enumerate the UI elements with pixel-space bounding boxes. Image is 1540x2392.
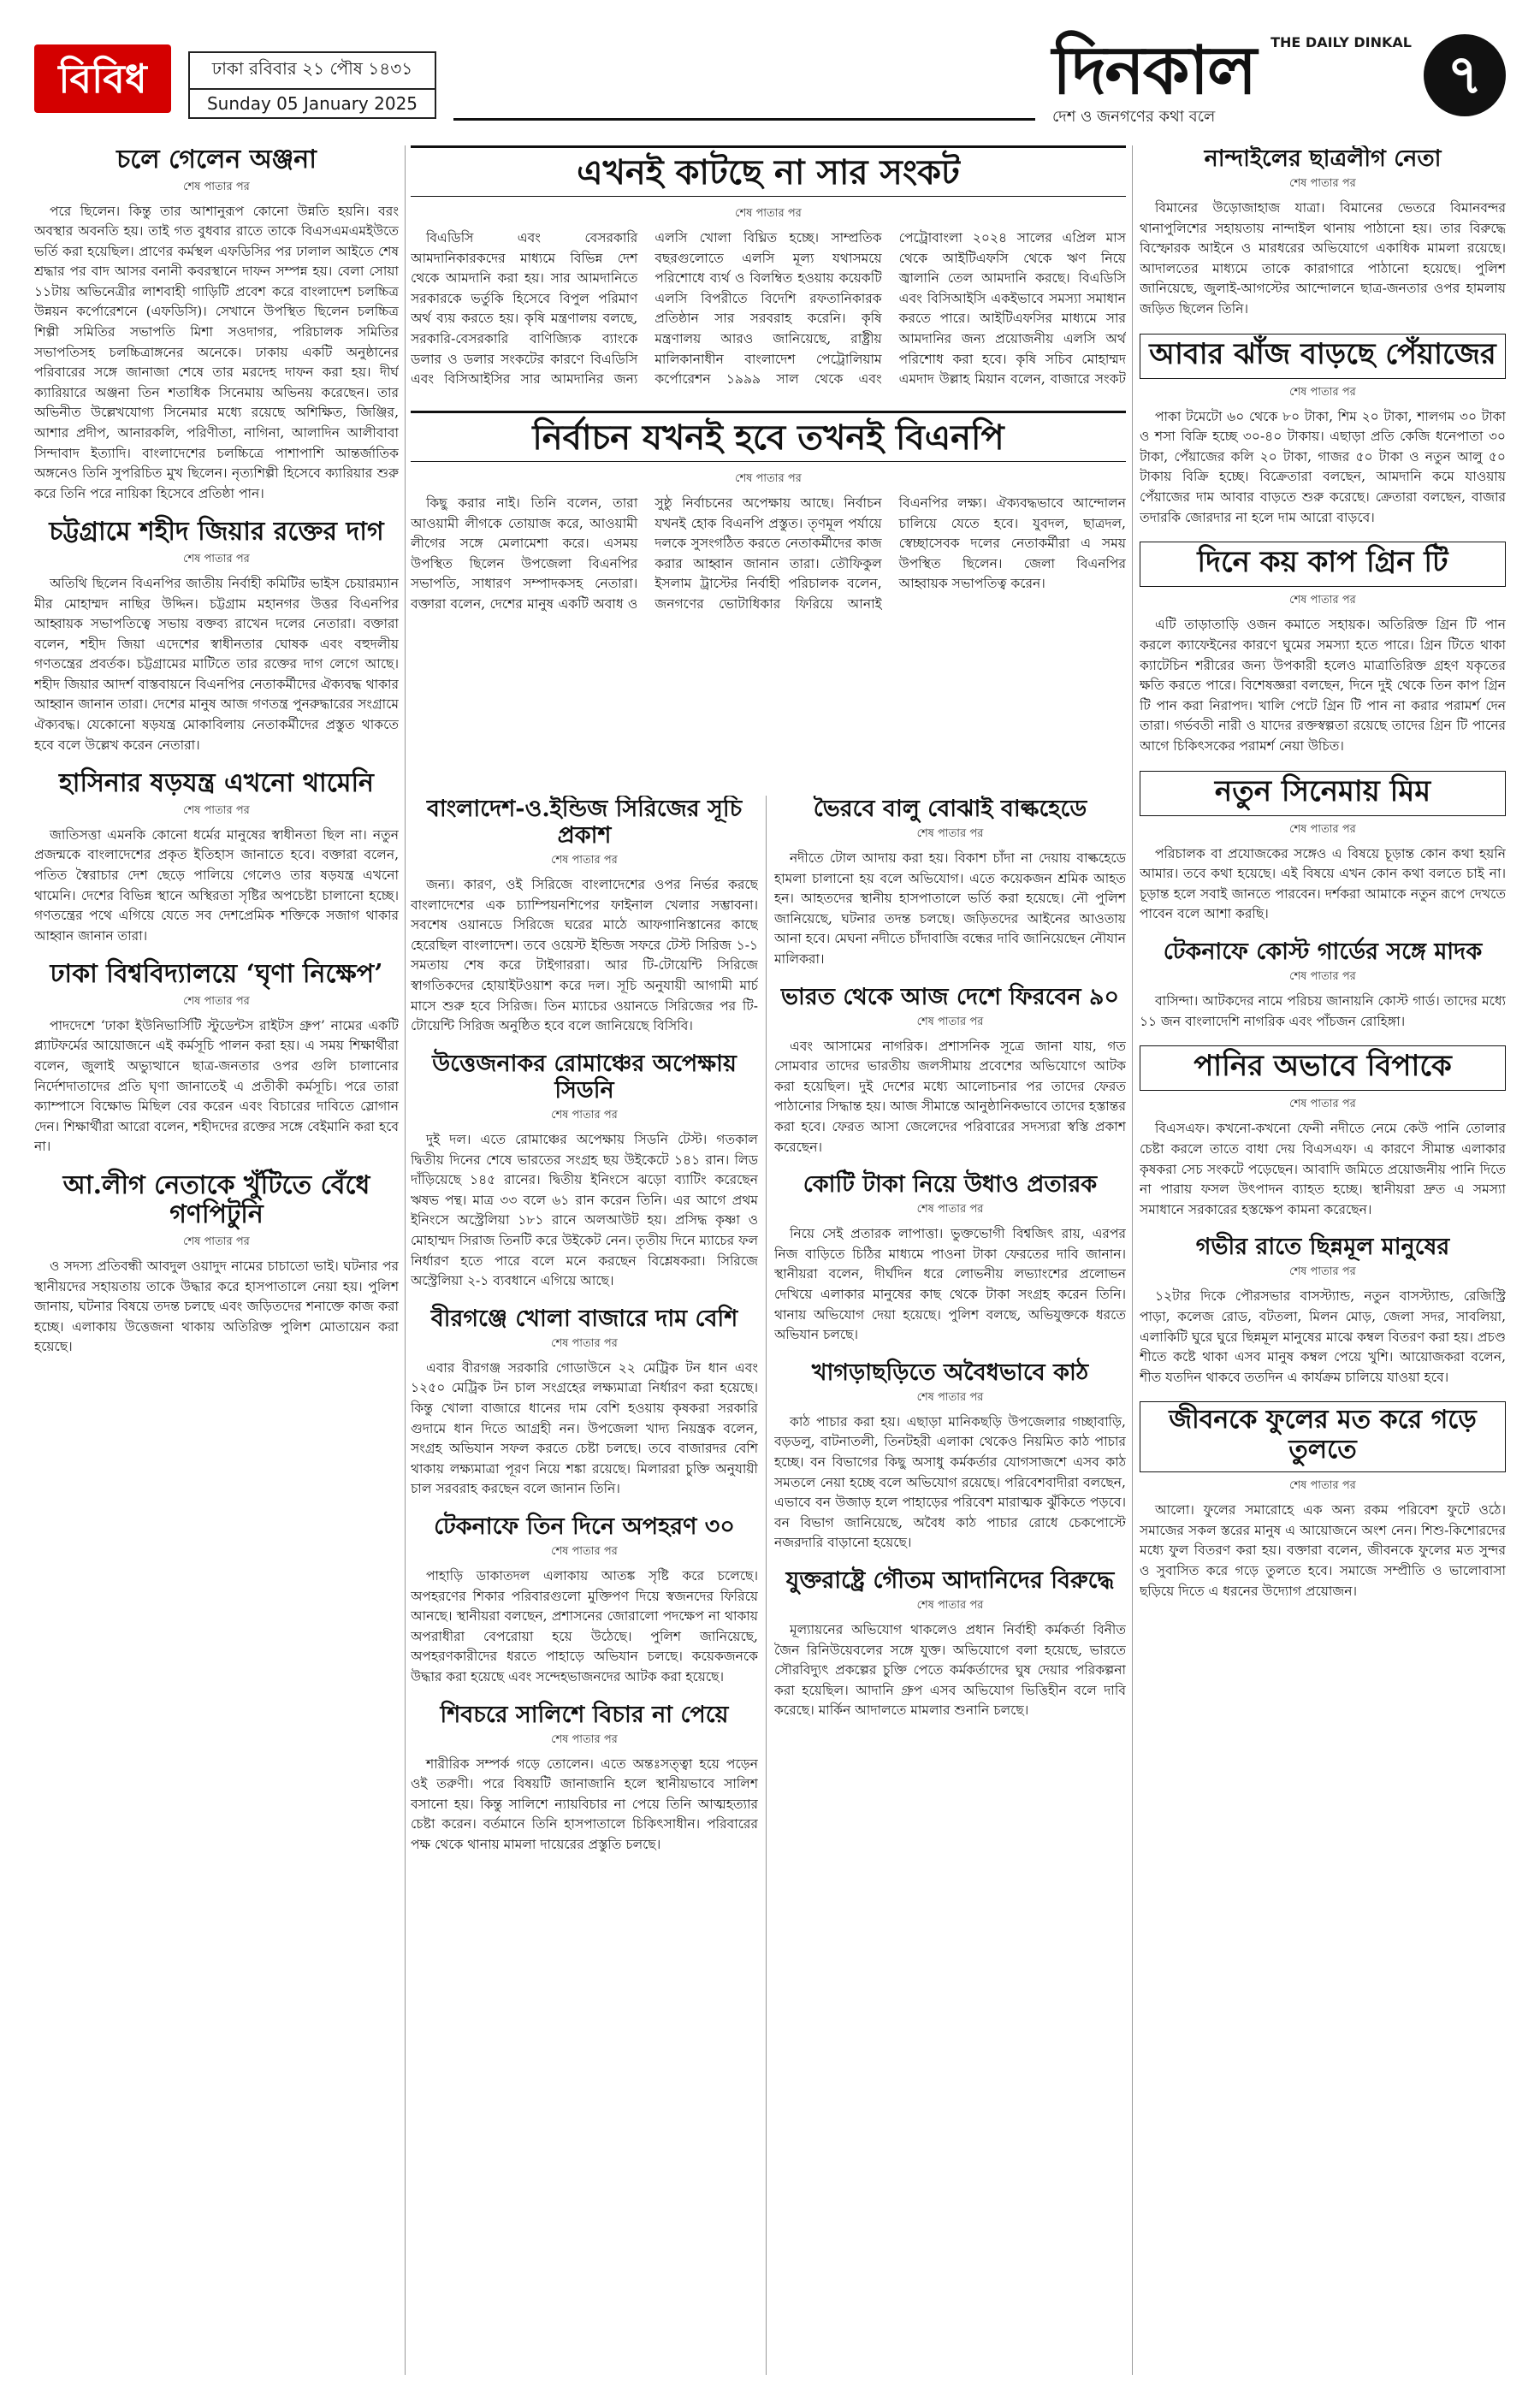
story-body: পাহাড়ি ডাকাতদল এলাকায় আতঙ্ক সৃষ্টি করে চলেছে। অপহরণের শিকার পরিবারগুলো মুক্তিপণ দিয়ে স্বজনদের ফিরিয়ে আনছে। স্থানীয়রা বলছেন, প্রশাসনের জোরালো পদক্ষেপ না থাকায় অপরাধীরা বেপরোয়া হয়ে উঠেছে। পুলিশ জানিয়েছে, অপহরণকারীদের ধরতে পাহাড়ে অভিযান চলছে। কয়েকজনকে উদ্ধার করা হয়েছে এবং সন্দেহভাজনদের আটক করা হয়েছে। <box>411 1567 758 1684</box>
headline-box <box>1140 1401 1506 1472</box>
story-title: বাংলাদেশ-ও.ইন্ডিজ সিরিজের সূচি প্রকাশ <box>426 796 743 850</box>
story-rice <box>411 1306 758 1500</box>
story-du <box>34 960 399 1158</box>
story-body: বিএসএফ। কখনো-কখনো ফেনী নদীতে নেমে কেউ পানি তোলার চেষ্টা করলে তাতে বাধা দেয় বিএসএফ। এ কারণে সীমান্ত এলাকার কৃষকরা সেচ সংকটে পড়েছেন। আবাদি জমিতে প্রয়োজনীয় পানি দিতে না পারায় ফসল উৎপাদন ব্যাহত হচ্ছে। স্থানীয়রা দ্রুত এ সমস্যা সমাধানে সরকারের হস্তক্ষেপ কামনা করেছেন। <box>1140 1121 1506 1217</box>
story-jump: শেষ পাতার পর <box>1289 1265 1356 1279</box>
story-jump: শেষ পাতার পর <box>551 1336 618 1350</box>
story-title: ঢাকা বিশ্ববিদ্যালয়ে ‘ঘৃণা নিক্ষেপ’ <box>50 959 383 990</box>
story-mim <box>1140 771 1506 925</box>
dateline <box>188 51 436 119</box>
story-title: টেকনাফে তিন দিনে অপহরণ ৩০ <box>434 1513 735 1540</box>
paper-name: দিনকাল <box>1052 32 1256 110</box>
story-body: নিয়ে সেই প্রতারক লাপাত্তা। ভুক্তভোগী বিশ্বজিৎ রায়, এরপর নিজ বাড়িতে চিঠির মাধ্যমে পাওনা টাকা ফেরতের দাবি জানান। স্থানীয়রা বলেন, দীর্ঘদিন ধরে লোভনীয় লভ্যাংশের প্রলোভন দেখিয়ে এলাকার মানুষের কাছ থেকে টাকা সংগ্রহ করেন তিনি। থানায় অভিযোগ দেয়া হয়েছে। পুলিশ বলছে, অভিযুক্তকে ধরতে অভিযান চলছে। <box>774 1226 1126 1343</box>
story-chhatradal <box>1140 145 1506 320</box>
story-chhinnamul <box>1140 1234 1506 1388</box>
story-jump: শেষ পাতার পর <box>916 1015 984 1028</box>
headline-box <box>1140 542 1506 587</box>
story-jump: শেষ পাতার পর <box>735 207 802 220</box>
story-body: নদীতে টোল আদায় করা হয়। বিকাশ চাঁদা না দেয়ায় বাল্কহেডে হামলা চালানো হয় বলে অভিযোগ। এতে কয়েকজন শ্রমিক আহত হন। আহতদের স্থানীয় হাসপাতালে ভর্তি করা হয়েছে। নৌ পুলিশ জানিয়েছে, ঘটনার তদন্ত চলছে। জড়িতদের আইনের আওতায় আনা হবে। মেঘনা নদীতে চাঁদাবাজি বন্ধের দাবি জানিয়েছেন নৌযান মালিকরা। <box>774 850 1126 968</box>
story-body: মূল্যায়নের অভিযোগ থাকলেও প্রধান নির্বাহী কর্মকর্তা বিনীত জৈন রিনিউয়েবলের সঙ্গে যুক্ত। অভিযোগে বলা হয়েছে, ভারতে সৌরবিদ্যুৎ প্রকল্পের চুক্তি পেতে কর্মকর্তাদের ঘুষ দেয়ার পরিকল্পনা করা হয়েছিল। আদানি গ্রুপ এসব অভিযোগ ভিত্তিহীন বলে দাবি করেছে। মার্কিন আদালতে মামলার শুনানি চলছে। <box>774 1622 1126 1719</box>
story-title: গভীর রাতে ছিন্নমূল মানুষের <box>1195 1234 1450 1261</box>
story-title: কোটি টাকা নিয়ে উধাও প্রতারক <box>803 1171 1098 1199</box>
story-title: আ.লীগ নেতাকে খুঁটিতে বেঁধে গণপিটুনি <box>62 1169 370 1230</box>
story-body: ও সদস্য প্রতিবন্ধী আবদুল ওয়াদুদ নামের চাচাতো ভাই। ঘটনার পর স্থানীয়দের সহায়তায় তাকে উদ্ধার করে হাসপাতালে নেয়া হয়। পুলিশ জানায়, ঘটনার বিষয়ে তদন্ত চলছে এবং জড়িতদের শনাক্তে কাজ করা হচ্ছে। এলাকায় উত্তেজনা থাকায় অতিরিক্ত পুলিশ মোতায়েন করা হয়েছে। <box>34 1258 399 1355</box>
story-jump: শেষ পাতার পর <box>183 1234 250 1248</box>
story-title: আবার ঝাঁজ বাড়ছে পেঁয়াজের <box>1149 336 1496 371</box>
masthead <box>34 26 1506 145</box>
story-body: এবং আসামের নাগরিক। প্রশাসনিক সূত্রে জানা যায়, গত সোমবার তাদের ভারতীয় জলসীমায় প্রবেশের অভিযোগে আটক করা হয়েছিল। দুই দেশের মধ্যে আলোচনার পর তাদের ফেরত পাঠানোর সিদ্ধান্ত হয়। আজ সীমান্তে আনুষ্ঠানিকভাবে তাদের হস্তান্তর করা হবে। ফেরত আসা জেলেদের পরিবারের সদস্যরা স্বস্তি প্রকাশ করেছেন। <box>774 1038 1126 1155</box>
section-logo: বিবিধ <box>34 44 171 113</box>
paper-name-english: THE DAILY DINKAL <box>1270 34 1412 50</box>
story-aleague <box>34 1171 399 1358</box>
story-title: নতুন সিনেমায় মিম <box>1214 773 1431 808</box>
story-greentea <box>1140 542 1506 756</box>
story-title: ভৈরবে বালু বোঝাই বাল্কহেডে <box>813 796 1087 822</box>
story-body: পাদদেশে ‘ঢাকা ইউনিভার্সিটি স্টুডেন্টস রাইটস গ্রুপ’ নামের একটি প্ল্যাটফর্মের আয়োজনে এই কর্মসূচি পালন করা হয়। এ সময় শিক্ষার্থীরা বলেন, জুলাই অভ্যুত্থানে ছাত্র-জনতার ওপর গুলি চালানোর নির্দেশদাতাদের প্রতি ঘৃণা জানাতেই এ প্রতীকী কর্মসূচি। পরে তারা ক্যাম্পাসে বিক্ষোভ মিছিল বের করেন এবং বিচারের দাবিতে স্লোগান দেন। শিক্ষার্থীরা আরো বলেন, শহীদদের রক্তের সঙ্গে বেইমানি করা হবে না। <box>34 1017 399 1155</box>
story-body: বিমানের উড়োজাহাজ যাত্রা। বিমানের ভেতরে বিমানবন্দর থানাপুলিশের সহায়তায় নান্দাইল থানায় পাঠানো হয়। তার বিরুদ্ধে বিস্ফোরক আইনে ও মারধরের অভিযোগে একাধিক মামলা রয়েছে। আদালতের মাধ্যমে তাকে কারাগারে পাঠানো হয়েছে। পুলিশ জানিয়েছে, জুলাই-আগস্টের আন্দোলনে ছাত্র-জনতার ওপর হামলায় জড়িত ছিলেন তিনি। <box>1140 200 1506 317</box>
column-divider <box>405 145 406 2375</box>
story-jump: শেষ পাতার পর <box>1289 385 1356 399</box>
story-hasina <box>34 769 399 946</box>
story-jump: শেষ পাতার পর <box>183 552 250 565</box>
story-title: পানির অভাবে বিপাকে <box>1194 1049 1452 1084</box>
story-title: উত্তেজনাকর রোমাঞ্চের অপেক্ষায় সিডনি <box>432 1050 737 1104</box>
column-middle-left <box>411 796 758 2375</box>
story-bnp <box>411 411 1126 787</box>
story-title: জীবনকে ফুলের মত করে গড়ে তুলতে <box>1169 1405 1477 1465</box>
story-title: দিনে কয় কাপ গ্রিন টি <box>1197 545 1448 580</box>
story-title: যুক্তরাষ্ট্রে গৌতম আদানিদের বিরুদ্ধে <box>785 1567 1115 1595</box>
story-jump: শেষ পাতার পর <box>183 803 250 817</box>
page-number: ৭ <box>1424 34 1506 116</box>
story-coastguard <box>1140 938 1506 1032</box>
story-body: এটি তাড়াতাড়ি ওজন কমাতে সহায়ক। অতিরিক্ত গ্রিন টি পান করলে ক্যাফেইনের কারণে ঘুমের সমস্যা হতে পারে। গ্রিন টিতে থাকা ক্যাটেচিন শরীরের জন্য উপকারী হলেও মাত্রাতিরিক্ত গ্রহণ যকৃতের ক্ষতি করতে পারে। বিশেষজ্ঞরা বলছেন, দিনে দুই থেকে তিন কাপ গ্রিন টি পান করা নিরাপদ। খালি পেটে গ্রিন টি পান না করার পরামর্শ দেন তারা। গর্ভবতী নারী ও যাদের রক্তস্বল্পতা রয়েছে তাদের গ্রিন টি পানের আগে চিকিৎসকের পরামর্শ নেয়া উচিত। <box>1140 617 1506 754</box>
story-jump: শেষ পাতার পর <box>183 180 250 193</box>
story-jump: শেষ পাতার পর <box>551 854 618 867</box>
story-body: পরে ছিলেন। কিন্তু তার আশানুরূপ কোনো উন্নতি হয়নি। বরং অবস্থার অবনতি হয়। তাই গত বুধবার রাতে তাকে বিএসএমএমইউতে ভর্তি করা হয়েছিল। প্রাণের কর্মস্থল এফডিসির পর ঢালাল আইতে শেষ শ্রদ্ধার পর বাদ আসর বনানী কবরস্থানে দাফন সম্পন্ন হয়। বেলা সোয়া ১১টায় অভিনেত্রীর লাশবাহী গাড়িটি প্রবেশ করে বাংলাদেশ চলচ্চিত্র উন্নয়ন কর্পোরেশনে (এফডিসি)। সেখানে উপস্থিত ছিলেন চলচ্চিত্র শিল্পী সমিতির সভাপতি মিশা সওদাগর, পরিচালক সমিতির সভাপতিসহ চলচ্চিত্রাঙ্গনের অনেকে। ঢাকায় একটি অনুষ্ঠানের পরিবারের সঙ্গে জানাজা শেষে তার মরদেহ দাফন করা হয়। দীর্ঘ ক্যারিয়ারে অঞ্জনা তিন শতাধিক সিনেমায় অভিনয় করেছেন। তার অভিনীত উল্লেখযোগ্য সিনেমার মধ্যে রয়েছে অশিক্ষিত, জিঞ্জির, আশার প্রদীপ, আনারকলি, পরিণীতা, নাগিনা, আলাদিন আলীবাবা সিন্দাবাদ ইত্যাদি। বাংলাদেশের চলচ্চিত্রে পাশাপাশি আন্তর্জাতিক অঙ্গনেও তিনি সুপরিচিত মুখ ছিলেন। নৃত্যশিল্পী হিসেবে ক্যারিয়ার শুরু করে তিনি পরে নায়িকা হিসেবে প্রতিষ্ঠা পান। <box>34 203 399 501</box>
story-body: আলো। ফুলের সমারোহে এক অন্য রকম পরিবেশ ফুটে ওঠে। সমাজের সকল স্তরের মানুষ এ আয়োজনে অংশ নেন। শিশু-কিশোরদের মধ্যে ফুল বিতরণ করা হয়। বক্তারা বলেন, জীবনকে ফুলের মত সুন্দর ও সুবাসিত করে গড়ে তুলতে হবে। সমাজে সম্প্রীতি ও ভালোবাসা ছড়িয়ে দিতে এ ধরনের উদ্যোগ প্রয়োজন। <box>1140 1502 1506 1599</box>
story-title: বীরগঞ্জে খোলা বাজারে দাম বেশি <box>430 1305 738 1332</box>
story-jump: শেষ পাতার পর <box>1289 1479 1356 1493</box>
story-title: শিবচরে সালিশে বিচার না পেয়ে <box>440 1701 729 1728</box>
story-title: ভারত থেকে আজ দেশে ফিরবেন ৯০ <box>780 983 1120 1010</box>
paper-brand <box>1052 33 1412 135</box>
story-body: বাসিন্দা। আটকদের নামে পরিচয় জানায়নি কোস্ট গার্ড। তাদের মধ্যে ১১ জন বাংলাদেশি নাগরিক এবং পাঁচজন রোহিঙ্গা। <box>1140 993 1506 1029</box>
column-divider <box>766 796 767 2375</box>
story-jump: শেষ পাতার পর <box>551 1544 618 1558</box>
story-phool <box>1140 1401 1506 1602</box>
story-jump: শেষ পাতার পর <box>916 1599 984 1613</box>
story-balu <box>774 796 1126 970</box>
story-body: বিএডিসি এবং বেসরকারি আমদানিকারকদের মাধ্যমে বিভিন্ন দেশ থেকে আমদানি করা হয়। সার আমদানিতে সরকারকে ভর্তুকি হিসেবে বিপুল পরিমাণ অর্থ ব্যয় করতে হয়। কৃষি মন্ত্রণালয় বলছে, সরকারি-বেসরকারি বাণিজ্যিক ব্যাংকে ডলার ও ডলার সংকটের কারণে বিএডিসি এবং বিসিআইসির সার আমদানির জন্য এলসি খোলা বিঘ্নিত হচ্ছে। সাম্প্রতিক বছরগুলোতে এলসি মূল্য যথাসময়ে পরিশোধে ব্যর্থ ও বিলম্বিত হওয়ায় কয়েকটি এলসি বিপরীতে বিদেশি রফতানিকারক প্রতিষ্ঠান সার সরবরাহ করেনি। কৃষি মন্ত্রণালয় আরও জানিয়েছে, রাষ্ট্রীয় মালিকানাধীন বাংলাদেশ পেট্রোলিয়াম কর্পোরেশন ১৯৯৯ সাল থেকে এবং পেট্রোবাংলা ২০২৪ সালের এপ্রিল মাস থেকে আইটিএফসি থেকে ঋণ নিয়ে জ্বালানি তেল আমদানি করছে। বিএডিসি এবং বিসিআইসি একইভাবে সমস্যা সমাধান করতে পারে। আইটিএফসির মাধ্যমে সার আমদানির জন্য প্রয়োজনীয় এলসি অর্থ পরিশোধ করা হবে। কৃষি সচিব মোহাম্মদ এমদাদ উল্লাহ মিয়ান বলেন, বাজারে সংকট <box>411 230 1126 388</box>
column-right <box>1140 145 1506 2375</box>
story-body: পরিচালক বা প্রযোজকের সঙ্গেও এ বিষয়ে চূড়ান্ত কোন কথা হয়নি আমার। তবে কথা হয়েছে। এই বিষয়ে এখন কোন কথা বলতে চাই না। চূড়ান্ত হলে সবাই জানতে পারবেন। দর্শকরা আমাকে নতুন রূপে দেখতে পাবেন বলে আশা করছি। <box>1140 845 1506 922</box>
story-body: অতিথি ছিলেন বিএনপির জাতীয় নির্বাহী কমিটির ভাইস চেয়ারম্যান মীর মোহাম্মদ নাছির উদ্দিন। চট্টগ্রাম মহানগর উত্তর বিএনপির আহ্বায়ক সভাপতিত্বে সভায় বক্তব্য রাখেন দলের নেতারা। বক্তারা বলেন, শহীদ জিয়া এদেশের স্বাধীনতার ঘোষক এবং বহুদলীয় গণতন্ত্রের প্রবর্তক। চট্টগ্রামের মাটিতে তার রক্তের দাগ লেগে আছে। শহীদ জিয়ার আদর্শ বাস্তবায়নে বিএনপির নেতাকর্মীদের ঐক্যবদ্ধ থাকার আহ্বান জানান তারা। দেশের মানুষ আজ গণতন্ত্র পুনরুদ্ধারের সংগ্রামে ঐক্যবদ্ধ। যেকোনো ষড়যন্ত্র মোকাবিলায় নেতাকর্মীদের প্রস্তুত থাকতে হবে বলে উল্লেখ করেন নেতারা। <box>34 575 399 753</box>
story-india90 <box>774 984 1126 1158</box>
story-jump: শেষ পাতার পর <box>916 1390 984 1404</box>
story-jump: শেষ পাতার পর <box>916 827 984 841</box>
story-jump: শেষ পাতার পর <box>1289 594 1356 607</box>
story-prottarok <box>774 1171 1126 1346</box>
story-jump: শেষ পাতার পর <box>916 1203 984 1217</box>
story-title: টেকনাফে কোস্ট গার্ডের সঙ্গে মাদক <box>1163 938 1483 965</box>
story-body: জন্য। কারণ, ওই সিরিজে বাংলাদেশের ওপর নির্ভর করছে বাংলাদেশের এক চ্যাম্পিয়নশিপের ফাইনাল খেলার সম্ভাবনা। সবশেষ ওয়ানডে সিরিজে ঘরের মাঠে আফগানিস্তানের কাছে হেরেছিল বাংলাদেশ। তবে ওয়েস্ট ইন্ডিজ সফরে টেস্ট সিরিজ ১-১ সমতায় শেষ করে টাইগাররা। আর টি-টোয়েন্টি সিরিজে স্বাগতিকদের হোয়াইটওয়াশ করে দল। সূচি অনুযায়ী আগামী মার্চ মাসে শুরু হবে সিরিজ। তিন ম্যাচের ওয়ানডে সিরিজের পর টি-টোয়েন্টি সিরিজ অনুষ্ঠিত হবে বলে জানিয়েছে বিসিবি। <box>411 877 758 1034</box>
story-sar <box>411 145 1126 402</box>
story-body: এবার বীরগঞ্জ সরকারি গোডাউনে ২২ মেট্রিক টন ধান এবং ১২৫০ মেট্রিক টন চাল সংগ্রহের লক্ষ্যমাত্রা নির্ধারণ করা হয়েছে। কিন্তু খোলা বাজারে ধানের দাম বেশি হওয়ায় কৃষকরা সরকারি গুদামে ধান দিতে আগ্রহী নন। উপজেলা খাদ্য নিয়ন্ত্রক বলেন, সংগ্রহ অভিযান সফল করতে চেষ্টা চলছে। তবে বাজারদর বেশি থাকায় লক্ষ্যমাত্রা পূরণ নিয়ে শঙ্কা রয়েছে। মিলাররা চুক্তি অনুযায়ী চাল সরবরাহ করছেন বলে জানান তিনি। <box>411 1359 758 1497</box>
story-title: চলে গেলেন অঞ্জনা <box>116 145 317 175</box>
story-title: খাগড়াছড়িতে অবৈধভাবে কাঠ <box>811 1359 1089 1386</box>
story-jump: শেষ পাতার পর <box>1289 177 1356 191</box>
headline-ribbon <box>411 145 1126 197</box>
story-onion <box>1140 334 1506 529</box>
masthead-rule <box>453 118 1035 121</box>
story-title: হাসিনার ষড়যন্ত্র এখনো থামেনি <box>59 768 374 799</box>
story-body: পাকা টমেটো ৬০ থেকে ৮০ টাকা, শিম ২০ টাকা, শালগম ৩০ টাকা ও শসা বিক্রি হচ্ছে ৩০-৪০ টাকায়। এছাড়া প্রতি কেজি ধনেপাতা ৩০ টাকা, পেঁয়াজের কলি ২০ টাকা, গাজর ৫০ টাকা ও নতুন আলু ৫০ টাকায় বিক্রি হচ্ছে। বিক্রেতারা বলছেন, আমদানি কমে যাওয়ায় পেঁয়াজের দাম আবার বাড়তে শুরু করেছে। ক্রেতারা বলছেন, বাজার তদারকি জোরদার না হলে দাম আরো বাড়বে। <box>1140 408 1506 525</box>
story-shishir <box>411 1702 758 1856</box>
headline-box <box>1140 1045 1506 1091</box>
headline-ribbon <box>411 411 1126 462</box>
story-zia <box>34 518 399 755</box>
column-middle-right <box>774 796 1126 2375</box>
story-jump: শেষ পাতার পর <box>551 1732 618 1746</box>
story-jump: শেষ পাতার পর <box>1289 822 1356 836</box>
story-body: কাঠ পাচার করা হয়। এছাড়া মানিকছড়ি উপজেলার গচ্ছাবাড়ি, বড়ডলু, বাটনাতলী, তিনটহরী এলাকা থেকেও নিয়মিত কাঠ পাচার হচ্ছে। বন বিভাগের কিছু অসাধু কর্মকর্তার যোগসাজশে এসব কাঠ সমতলে নেয়া হচ্ছে বলে অভিযোগ রয়েছে। পরিবেশবাদীরা বলছেন, এভাবে বন উজাড় হলে পাহাড়ের পরিবেশ মারাত্মক ঝুঁকিতে পড়বে। বন বিভাগ জানিয়েছে, অবৈধ কাঠ পাচার রোধে চেকপোস্টে নজরদারি বাড়ানো হয়েছে। <box>774 1413 1126 1551</box>
story-title: নির্বাচন যখনই হবে তখনই বিএনপি <box>532 417 1004 458</box>
story-jump: শেষ পাতার পর <box>183 994 250 1008</box>
story-teknaf <box>411 1513 758 1688</box>
story-jump: শেষ পাতার পর <box>1289 970 1356 984</box>
story-cricket <box>411 796 758 1037</box>
story-jump: শেষ পাতার পর <box>1289 1098 1356 1111</box>
story-jump: শেষ পাতার পর <box>551 1108 618 1122</box>
story-kath <box>774 1359 1126 1554</box>
column-left <box>34 145 399 2375</box>
story-body: কিছু করার নাই। তিনি বলেন, তারা আওয়ামী লীগকে তোয়াজ করে, আওয়ামী লীগের সঙ্গে মেলামেশা করে। এসময় উপস্থিত ছিলেন উপজেলা বিএনপির সভাপতি, সাধারণ সম্পাদকসহ নেতারা। বক্তারা বলেন, দেশের মানুষ একটি অবাধ ও সুষ্ঠু নির্বাচনের অপেক্ষায় আছে। নির্বাচন যখনই হোক বিএনপি প্রস্তুত। তৃণমূল পর্যায়ে দলকে সুসংগঠিত করতে নেতাকর্মীদের কাজ করার আহ্বান জানান তারা। তৌফিকুল ইসলাম ট্রাস্টের নির্বাহী পরিচালক বলেন, জনগণের ভোটাধিকার ফিরিয়ে আনাই বিএনপির লক্ষ্য। ঐক্যবদ্ধভাবে আন্দোলন চালিয়ে যেতে হবে। যুবদল, ছাত্রদল, স্বেচ্ছাসেবক দলের নেতাকর্মীরা এ সময় উপস্থিত ছিলেন। জেলা বিএনপির আহ্বায়ক সভাপতিত্ব করেন। <box>411 495 1126 612</box>
column-divider <box>1132 145 1133 2375</box>
headline-box <box>1140 334 1506 379</box>
story-water <box>1140 1045 1506 1220</box>
story-jump: শেষ পাতার পর <box>735 472 802 485</box>
story-body: জাতিসত্তা এমনকি কোনো ধর্মের মানুষের স্বাধীনতা ছিল না। নতুন প্রজন্মকে বাংলাদেশের প্রকৃত ইতিহাস জানাতে হবে। বক্তারা বলেন, পতিত স্বৈরাচার দেশ ছেড়ে পালিয়ে গেলেও তার ষড়যন্ত্র এখনো থামেনি। দেশের বিভিন্ন স্থানে অস্থিরতা সৃষ্টির অপচেষ্টা চালানো হচ্ছে। গণতন্ত্রের পথে এগিয়ে যেতে সব দেশপ্রেমিক শক্তিকে সজাগ থাকার আহ্বান জানান তারা। <box>34 826 399 944</box>
story-title: এখনই কাটছে না সার সংকট <box>577 152 960 192</box>
story-body: শারীরিক সম্পর্ক গড়ে তোলেন। এতে অন্তঃসত্ত্বা হয়ে পড়েন ওই তরুণী। পরে বিষয়টি জানাজানি হলে স্থানীয়ভাবে সালিশ বসানো হয়। কিন্তু সালিশে ন্যায়বিচার না পেয়ে তিনি আত্মহত্যার চেষ্টা করেন। বর্তমানে তিনি হাসপাতালে চিকিৎসাধীন। পরিবারের পক্ষ থেকে থানায় মামলা দায়েরের প্রস্তুতি চলছে। <box>411 1756 758 1852</box>
story-title: নান্দাইলের ছাত্রলীগ নেতা <box>1204 145 1442 172</box>
story-sydney <box>411 1051 758 1292</box>
story-gautam <box>774 1567 1126 1721</box>
headline-box <box>1140 771 1506 816</box>
story-body: দুই দল। এতে রোমাঞ্চের অপেক্ষায় সিডনি টেস্ট। গতকাল দ্বিতীয় দিনের শেষে ভারতের সংগ্রহ ছয় উইকেটে ১৪১ রান। লিড দাঁড়িয়েছে ১৪৫ রানের। দ্বিতীয় ইনিংসে ঝড়ো ব্যাটিং করেছেন ঋষভ পন্থ। মাত্র ৩৩ বলে ৬১ রান করেন তিনি। এর আগে প্রথম ইনিংসে অস্ট্রেলিয়া ১৮১ রানে অলআউট হয়। প্রসিদ্ধ কৃষ্ণা ও মোহাম্মদ সিরাজ তিনটি করে উইকেট নেন। তৃতীয় দিনে ম্যাচের ফল নির্ধারণ হতে পারে বলে মনে করছেন বিশ্লেষকরা। সিরিজে অস্ট্রেলিয়া ২-১ ব্যবধানে এগিয়ে আছে। <box>411 1131 758 1289</box>
date-bangla: ঢাকা রবিবার ২১ পৌষ ১৪৩১ <box>211 58 413 79</box>
story-title: চট্টগ্রামে শহীদ জিয়ার রক্তের দাগ <box>49 517 384 548</box>
paper-tagline: দেশ ও জনগণের কথা বলে <box>1052 108 1216 126</box>
story-body: ১২টার দিকে পৌরসভার বাসস্ট্যান্ড, নতুন বাসস্ট্যান্ড, রেজিস্ট্রি পাড়া, কলেজ রোড, বটতলা, মিলন মোড়, জেলা সদর, সাবলিয়া, এলাকিটি ঘুরে ঘুরে ছিন্নমূল মানুষের মাঝে কম্বল বিতরণ করা হয়। প্রচণ্ড শীতে কষ্টে থাকা এসব মানুষ কম্বল পেয়ে খুশি। আয়োজকরা বলেন, শীত যতদিন থাকবে ততদিন এ কার্যক্রম চালিয়ে যাওয়া হবে। <box>1140 1288 1506 1385</box>
story-anjana <box>34 145 399 504</box>
date-english: Sunday 05 January 2025 <box>190 88 435 117</box>
